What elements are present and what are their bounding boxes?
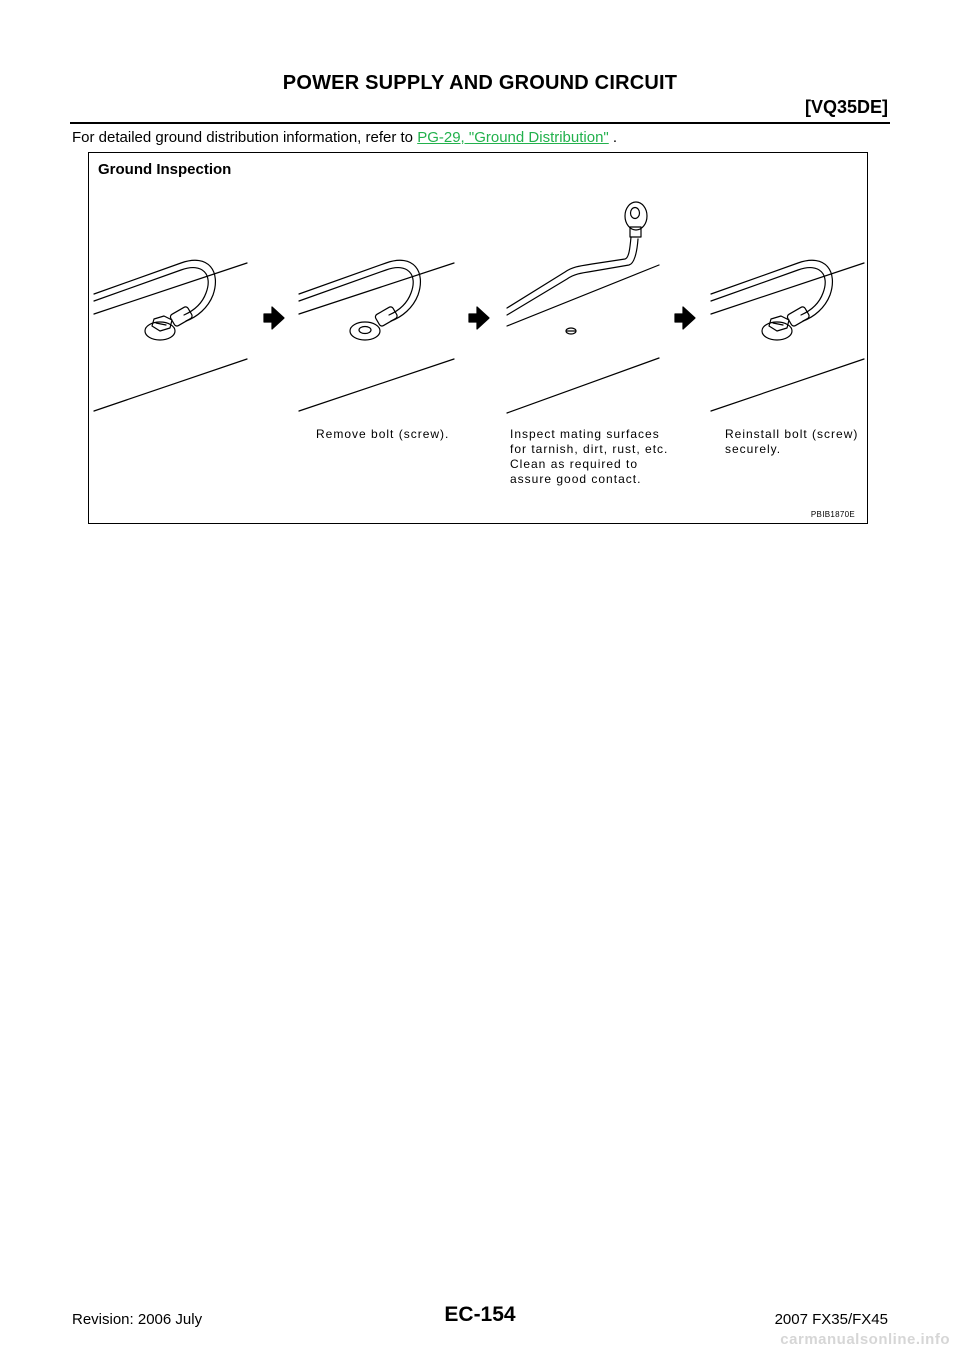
body-edge-lower [711,359,864,411]
ground-inspection-figure [88,152,868,524]
engine-code: [VQ35DE] [804,97,888,117]
ground-cable [507,239,638,315]
bolt-detail [773,323,783,325]
panel-3-inspect-surface [507,202,659,413]
eyelet-hole [359,327,371,334]
ground-cable [299,260,420,321]
eyelet-hole [631,208,640,219]
cable-terminal [786,306,810,327]
terminal-eyelet [350,322,380,340]
intro-suffix: . [608,129,618,146]
ground-distribution-link[interactable]: PG-29, "Ground Distribution" [417,129,609,146]
bolt-detail [156,323,166,325]
ground-cable [507,237,631,308]
ground-cable [94,260,215,321]
step-arrow-icon [264,307,284,329]
panel-2-bolt-removed [299,260,454,411]
ground-inspection-illustration [89,153,869,525]
page-number: EC-154 [444,1303,516,1326]
body-edge-upper [711,263,864,314]
intro-paragraph [72,129,617,146]
step-2-caption [316,427,449,442]
section-title: POWER SUPPLY AND GROUND CIRCUIT [282,72,678,94]
panel-4-bolt-reinstalled [711,260,864,411]
step-3-caption [510,427,668,487]
cable-terminal [169,306,193,327]
revision-date: Revision: 2006 July [72,1311,203,1328]
caption-line: assure good contact. [510,472,642,486]
caption-line: securely. [725,442,782,456]
caption-line: Inspect mating surfaces [510,427,660,441]
ground-cable [711,260,832,321]
vehicle-model: 2007 FX35/FX45 [774,1311,888,1328]
header-divider [70,122,890,124]
terminal-eyelet [625,202,647,230]
cable-terminal [374,306,398,327]
intro-text: For detailed ground distribution information, refer to [72,129,414,146]
figure-title: Ground Inspection [98,161,232,178]
body-edge-upper [299,263,454,314]
watermark: carmanualsonline.info [780,1331,950,1348]
step-4-caption [725,427,858,457]
caption-line: Remove bolt (screw). [316,427,450,441]
step-arrow-icon [469,307,489,329]
step-arrow-icon [675,307,695,329]
body-edge-lower [94,359,247,411]
caption-line: Reinstall bolt (screw) [725,427,859,441]
caption-line: for tarnish, dirt, rust, etc. [510,442,669,456]
body-edge-lower [299,359,454,411]
panel-1-bolted-cable [94,260,247,411]
body-edge-upper [507,265,659,326]
body-edge-upper [94,263,247,314]
body-edge-lower [507,358,659,413]
figure-id: PBIB1870E [810,510,855,519]
caption-line: Clean as required to [510,457,639,471]
